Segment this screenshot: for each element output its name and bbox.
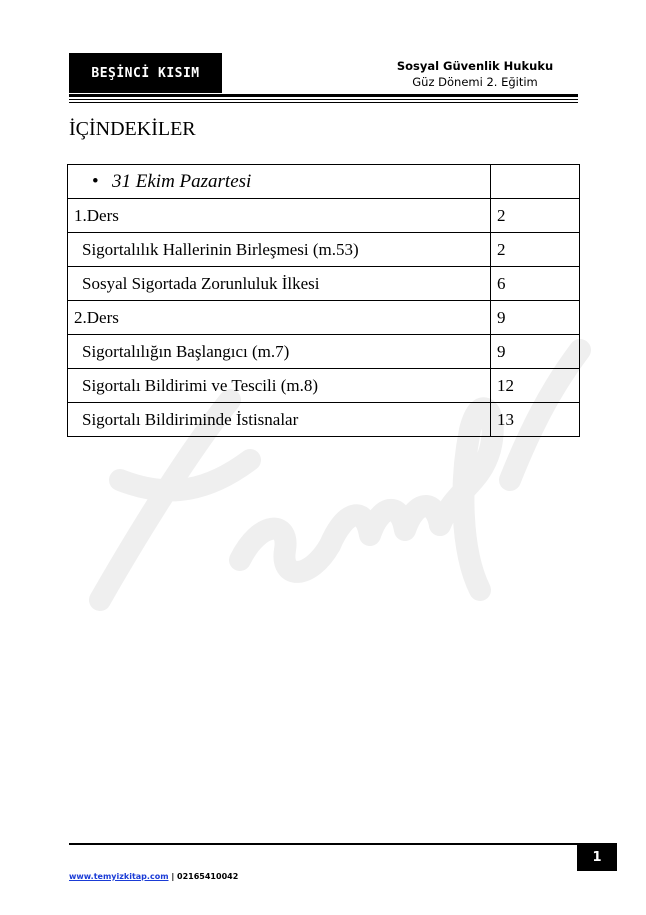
toc-entry-title: Sigortalı Bildiriminde İstisnalar — [68, 403, 491, 437]
section-badge: BEŞİNCİ KISIM — [69, 53, 222, 93]
toc-row — [68, 301, 580, 335]
toc-row — [68, 335, 580, 369]
website-link[interactable]: www.temyizkitap.com — [69, 872, 169, 881]
course-title: Sosyal Güvenlik Hukuku — [396, 59, 554, 73]
toc-entry-page: 2 — [491, 199, 580, 233]
toc-date-page — [491, 165, 580, 199]
header-rule-thin-2 — [69, 102, 578, 103]
page-number: 1 — [577, 843, 617, 871]
toc-entry-page: 12 — [491, 369, 580, 403]
toc-entry-title: 1.Ders — [68, 199, 491, 233]
toc-entry-page: 2 — [491, 233, 580, 267]
footer-rule — [69, 843, 577, 845]
footer-separator: | — [168, 872, 178, 881]
header-rule-thin — [69, 99, 578, 100]
toc-entry-title: Sigortalılığın Başlangıcı (m.7) — [68, 335, 491, 369]
header-rule — [69, 94, 578, 97]
toc-table — [67, 164, 580, 437]
toc-row — [68, 369, 580, 403]
toc-entry-page: 9 — [491, 335, 580, 369]
footer-contact — [69, 872, 238, 881]
toc-entry-title: Sosyal Sigortada Zorunluluk İlkesi — [68, 267, 491, 301]
toc-entry-page: 6 — [491, 267, 580, 301]
toc-row — [68, 403, 580, 437]
toc-entry-page: 13 — [491, 403, 580, 437]
phone-number: 02165410042 — [177, 872, 239, 881]
course-subtitle: Güz Dönemi 2. Eğitim — [412, 75, 538, 89]
toc-date-label: 31 Ekim Pazartesi — [112, 170, 252, 192]
bullet-icon: • — [92, 170, 99, 192]
toc-date-cell — [68, 165, 491, 199]
toc-heading: İÇİNDEKİLER — [69, 118, 196, 140]
toc-entry-title: Sigortalılık Hallerinin Birleşmesi (m.53) — [68, 233, 491, 267]
toc-date-row — [68, 165, 580, 199]
toc-row — [68, 267, 580, 301]
toc-entry-title: Sigortalı Bildirimi ve Tescili (m.8) — [68, 369, 491, 403]
toc-row — [68, 233, 580, 267]
toc-entry-title: 2.Ders — [68, 301, 491, 335]
toc-entry-page: 9 — [491, 301, 580, 335]
toc-row — [68, 199, 580, 233]
